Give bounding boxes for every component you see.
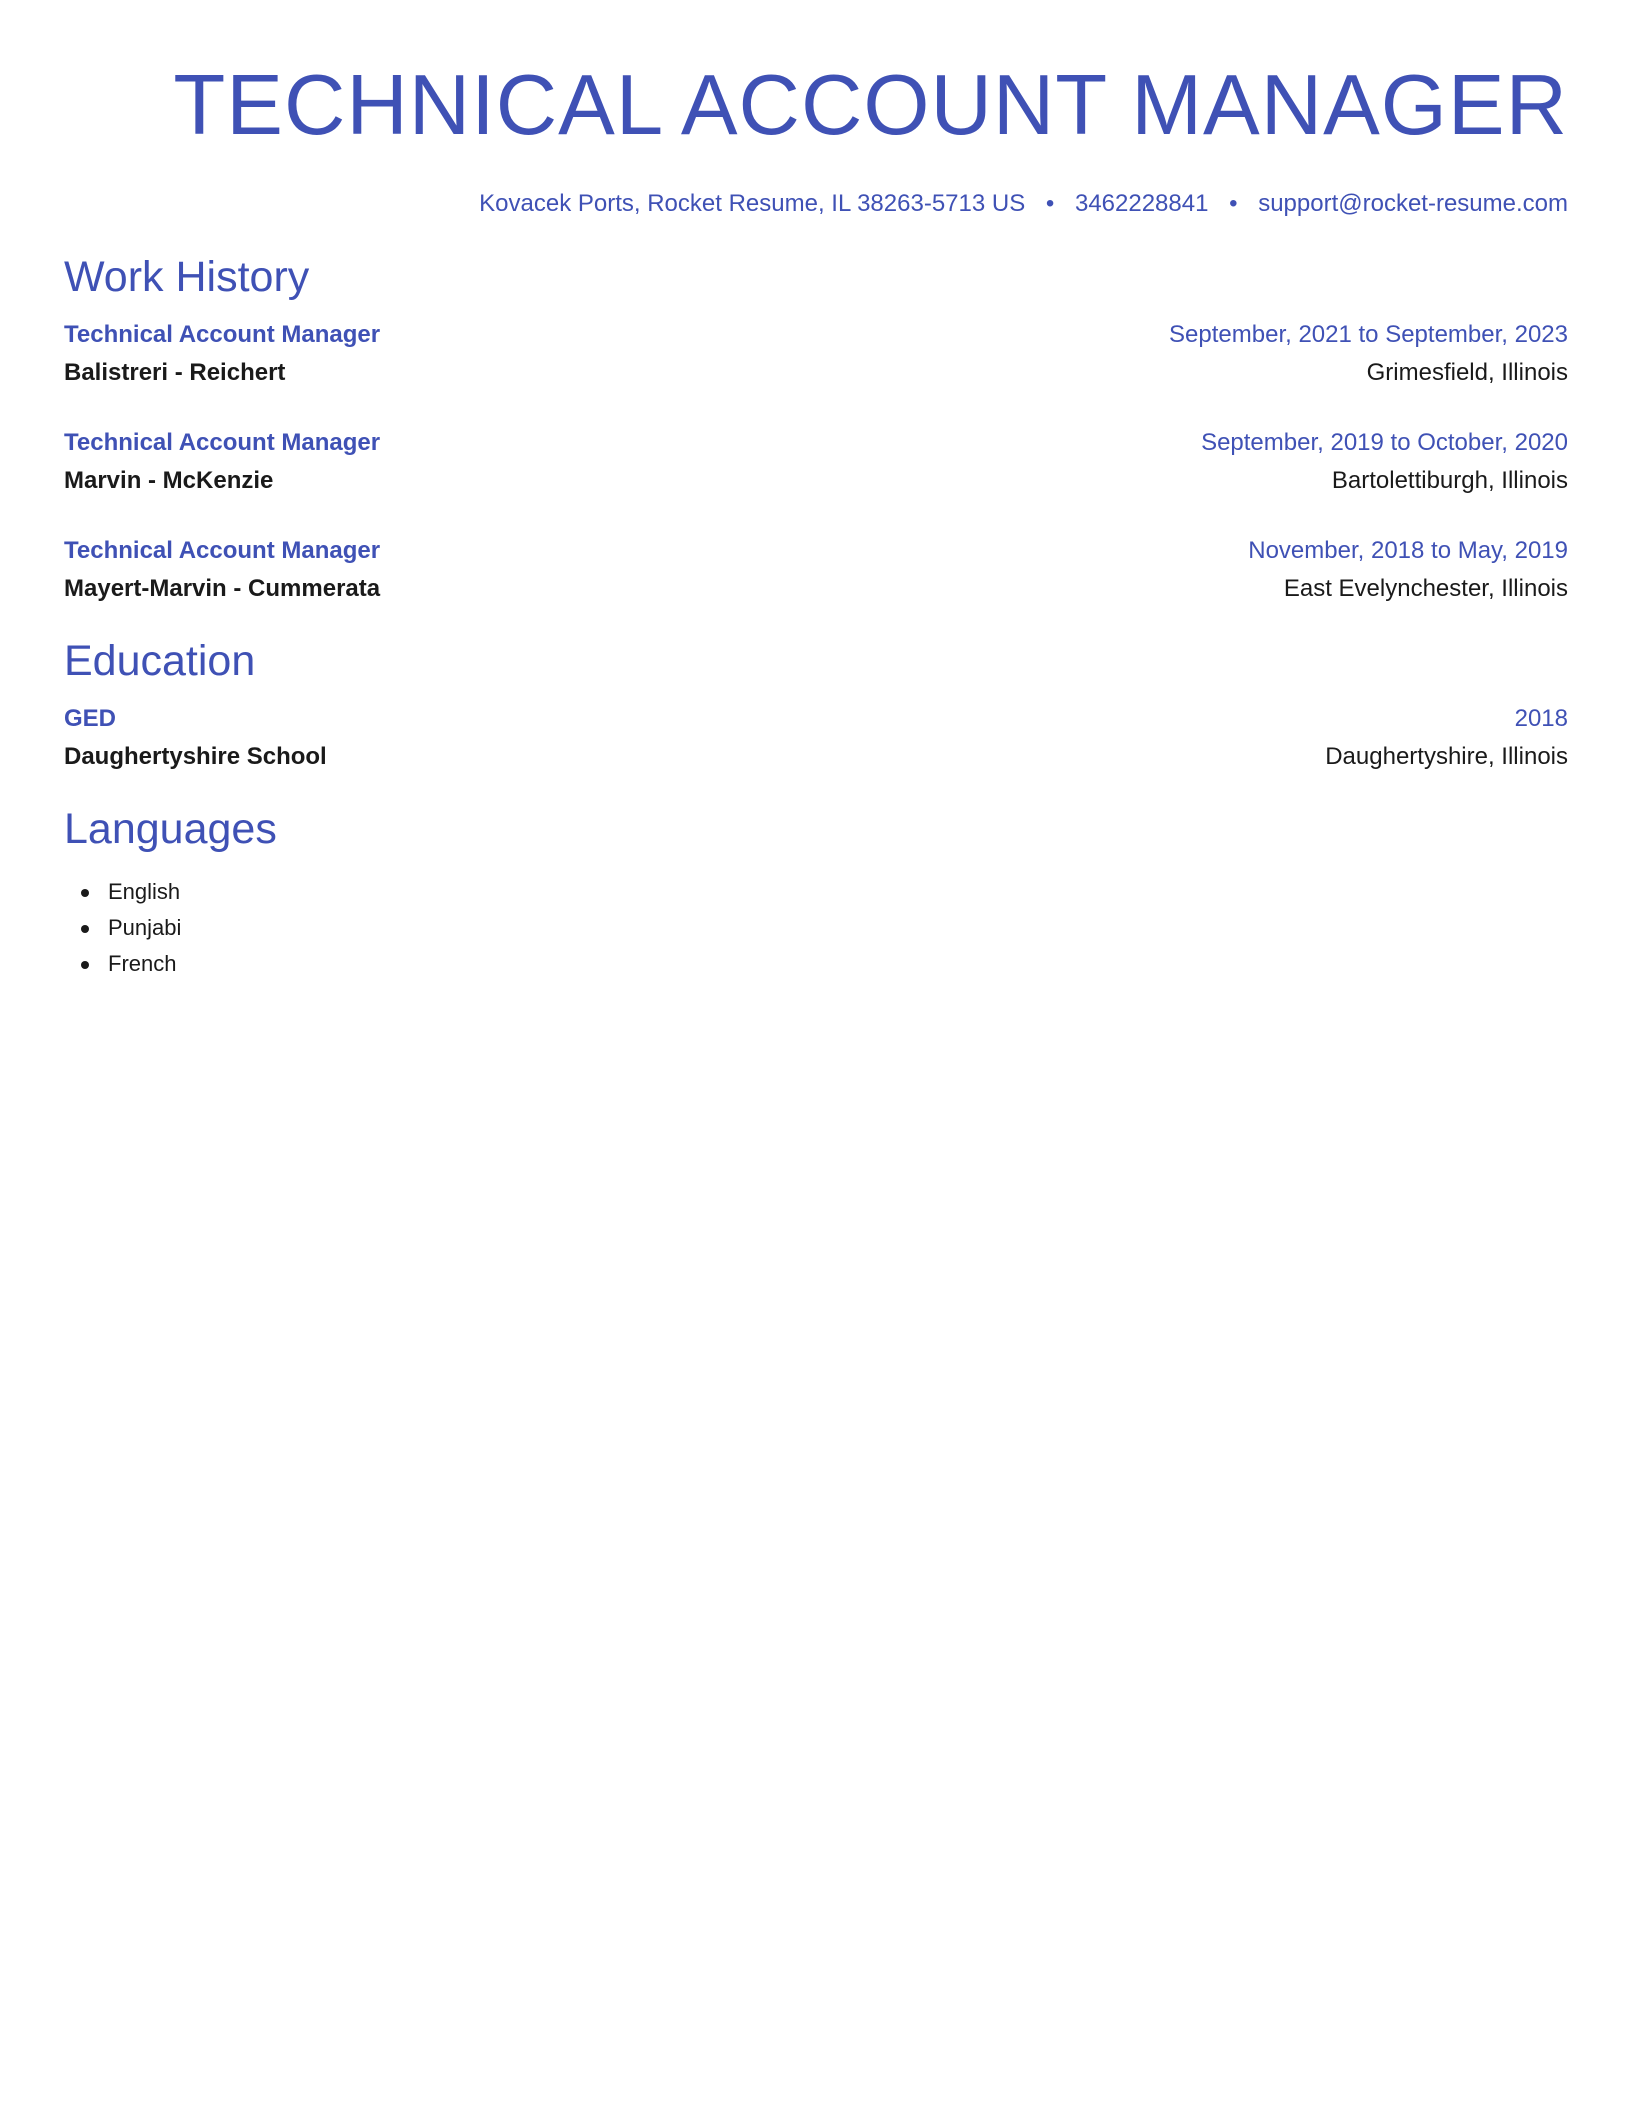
education-heading: Education: [64, 637, 256, 685]
job-title: Technical Account Manager: [64, 429, 381, 456]
contact-separator: •: [1229, 190, 1238, 217]
job-title: Technical Account Manager: [64, 537, 381, 564]
school-name: Daughertyshire School: [64, 743, 327, 770]
language-item: English: [108, 874, 1568, 910]
languages-heading: Languages: [64, 805, 277, 853]
languages-section: [64, 804, 1568, 982]
degree-name: GED: [64, 705, 117, 732]
school-location: Daughertyshire, Illinois: [1325, 743, 1568, 770]
company-name: Balistreri - Reichert: [64, 359, 286, 386]
job-location: Grimesfield, Illinois: [1366, 359, 1568, 386]
page-title: TECHNICAL ACCOUNT MANAGER: [173, 58, 1568, 153]
graduation-year: 2018: [1514, 705, 1568, 732]
work-entry-header: [64, 316, 1568, 354]
contact-separator: •: [1045, 190, 1055, 217]
contact-email: support@rocket-resume.com: [1258, 190, 1568, 217]
work-history-heading: Work History: [64, 253, 310, 301]
work-entry: [64, 424, 1568, 500]
job-title: Technical Account Manager: [64, 321, 381, 348]
education-entry-header: [64, 700, 1568, 738]
language-item: Punjabi: [108, 910, 1568, 946]
job-dates: September, 2021 to September, 2023: [1169, 321, 1568, 348]
job-dates: September, 2019 to October, 2020: [1201, 429, 1568, 456]
company-name: Mayert-Marvin - Cummerata: [64, 575, 381, 602]
work-entry-details: [64, 462, 1568, 500]
work-history-list: [64, 316, 1568, 608]
work-entry-details: [64, 570, 1568, 608]
resume-page: [64, 0, 1568, 982]
work-history-section: [64, 252, 1568, 608]
languages-list: [64, 874, 1568, 982]
work-entry: [64, 532, 1568, 608]
work-entry: [64, 316, 1568, 392]
work-entry-details: [64, 354, 1568, 392]
job-location: Bartolettiburgh, Illinois: [1331, 467, 1568, 494]
education-entry: [64, 700, 1568, 776]
company-name: Marvin - McKenzie: [64, 467, 274, 494]
education-list: [64, 700, 1568, 776]
contact-line: [64, 188, 1568, 220]
contact-address: Kovacek Ports, Rocket Resume, IL 38263-5713 US: [479, 190, 1026, 217]
work-entry-header: [64, 532, 1568, 570]
contact-phone: 3462228841: [1074, 190, 1209, 217]
education-entry-details: [64, 738, 1568, 776]
job-location: East Evelynchester, Illinois: [1283, 575, 1568, 602]
education-section: [64, 636, 1568, 776]
resume-header: [64, 0, 1568, 220]
work-entry-header: [64, 424, 1568, 462]
language-item: French: [108, 946, 1568, 982]
job-dates: November, 2018 to May, 2019: [1248, 537, 1568, 564]
